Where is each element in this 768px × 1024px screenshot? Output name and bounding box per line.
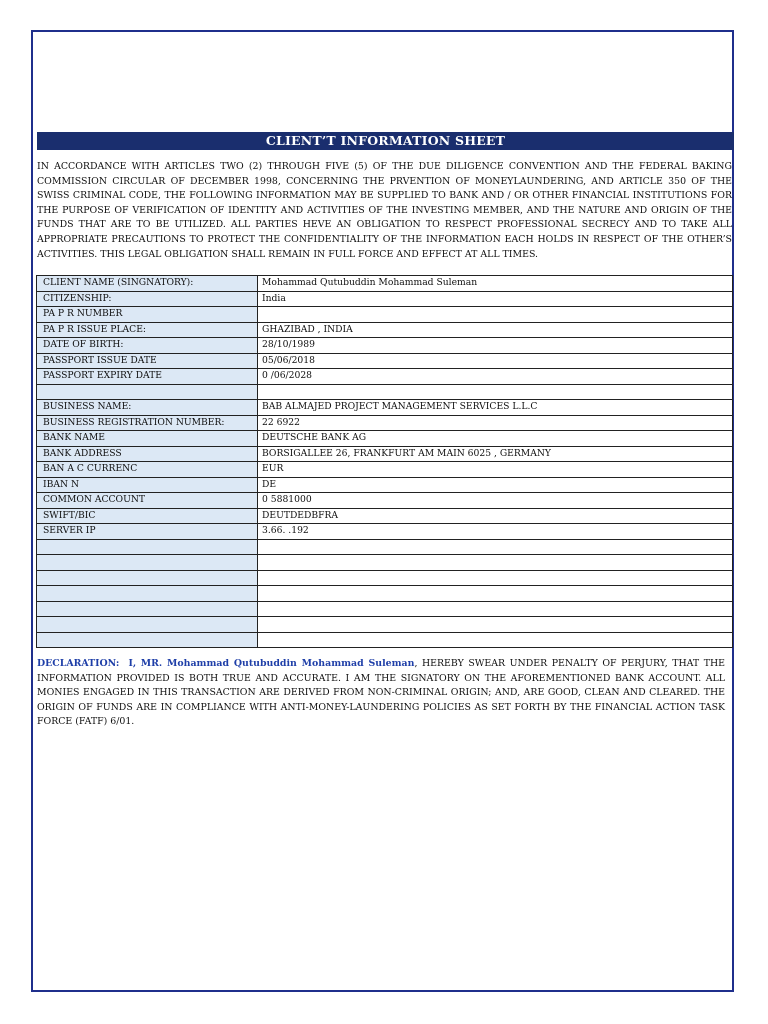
intro-paragraph: IN ACCORDANCE WITH ARTICLES TWO (2) THROUGH FIVE (5) OF THE DUE DILIGENCE CONVENTION AND THE FEDERAL BAKING COMMISSION CIRCULAR OF DECEMBER 1998, CONCERNING THE PRVENTION OF MONEYLAUNDERING, AND ARTICLE 350 OF THE SWISS CRIMINAL CODE, THE FOLLOWING INFORMATION MAY BE SUPPLIED TO BANK AND / OR OTHER FINANCIAL INSTITUTIONS FOR THE PURPOSE OF VERIFICATION OF IDENTITY AND ACTIVITIES OF THE INVESTING MEMBER, AND THE NATURE AND ORIGIN OF THE FUNDS THAT ARE TO BE UTILIZED. ALL PARTIES HEVE AN OBLIGATION TO RESPECT PROFESSIONAL SECRECY AND TO TAKE ALL APPROPRIATE PRECAUTIONS TO PROTECT THE CONFIDENTIALITY OF THE INFORMATION EACH HOLDS IN RESPECT OF THE OTHER’S ACTIVITIES. THIS LEGAL OBLIGATION SHALL REMAIN IN FULL FORCE AND EFFECT AT ALL TIMES. [37,161,732,260]
info-row [37,276,733,292]
field-label: DATE OF BIRTH: [37,338,258,354]
field-label: PA P R NUMBER [37,307,258,323]
field-label [37,586,258,602]
field-label: CLIENT NAME (SINGNATORY): [37,276,258,292]
info-row [37,400,733,416]
info-row [37,539,733,555]
field-label [37,617,258,633]
info-row [37,508,733,524]
info-row [37,617,733,633]
field-label [37,632,258,648]
declaration-body: , HEREBY SWEAR UNDER PENALTY OF PERJURY, THAT THE INFORMATION PROVIDED IS BOTH TRUE AND ACCURATE. I AM THE SIGNATORY ON THE AFOREMENTIONED BANK ACCOUNT. ALL MONIES ENGAGED IN THIS TRANSACTION ARE DERIVED FROM NON-CRIMINAL ORIGIN; AND, ARE GOOD, CLEAN AND CLEARED. THE ORIGIN OF FUNDS ARE IN COMPLIANCE WITH ANTI-MONEY-LAUNDERING POLICIES AS SET FORTH BY THE FINANCIAL ACTION TASK FORCE (FATF) 6/01. [37,658,725,728]
declaration-name: MR. Mohammad Qutubuddin Mohammad Suleman [140,658,415,669]
info-row [37,307,733,323]
info-row [37,384,733,400]
info-row [37,353,733,369]
info-row [37,322,733,338]
field-value: 22 6922 [258,415,733,431]
field-label: IBAN N [37,477,258,493]
sheet-title: CLIENT’T INFORMATION SHEET [37,132,734,150]
info-row [37,493,733,509]
field-value [258,539,733,555]
field-label [37,570,258,586]
info-row [37,446,733,462]
field-label: BUSINESS NAME: [37,400,258,416]
declaration-i: I, [128,658,137,669]
field-value [258,570,733,586]
field-value [258,632,733,648]
info-row [37,431,733,447]
field-value: DE [258,477,733,493]
field-label: BUSINESS REGISTRATION NUMBER: [37,415,258,431]
info-row [37,369,733,385]
info-row [37,415,733,431]
info-row [37,291,733,307]
declaration [37,657,725,730]
field-value: India [258,291,733,307]
field-value [258,555,733,571]
field-value: DEUTSCHE BANK AG [258,431,733,447]
field-label: BANK ADDRESS [37,446,258,462]
field-value [258,384,733,400]
field-value: BAB ALMAJED PROJECT MANAGEMENT SERVICES L.L.C [258,400,733,416]
info-row [37,570,733,586]
field-label: CITIZENSHIP: [37,291,258,307]
info-row [37,338,733,354]
field-value: 05/06/2018 [258,353,733,369]
field-label: PA P R ISSUE PLACE: [37,322,258,338]
declaration-prefix: DECLARATION: [37,658,120,669]
field-value [258,601,733,617]
field-label [37,555,258,571]
field-value: DEUTDEDBFRA [258,508,733,524]
field-value: 28/10/1989 [258,338,733,354]
info-row [37,524,733,540]
info-row [37,477,733,493]
field-value: 3.66. .192 [258,524,733,540]
field-label: PASSPORT ISSUE DATE [37,353,258,369]
field-value [258,307,733,323]
info-row [37,462,733,478]
field-label: BAN A C CURRENC [37,462,258,478]
field-label: SERVER IP [37,524,258,540]
info-row [37,601,733,617]
client-info-table [36,275,733,648]
field-value [258,617,733,633]
info-row [37,555,733,571]
field-value: BORSIGALLEE 26, FRANKFURT AM MAIN 6025 , GERMANY [258,446,733,462]
field-label: SWIFT/BIC [37,508,258,524]
info-row [37,632,733,648]
info-row [37,586,733,602]
field-label: COMMON ACCOUNT [37,493,258,509]
field-value: Mohammad Qutubuddin Mohammad Suleman [258,276,733,292]
field-label [37,384,258,400]
field-label [37,539,258,555]
field-value: 0 /06/2028 [258,369,733,385]
field-label: BANK NAME [37,431,258,447]
field-value: EUR [258,462,733,478]
field-value: 0 5881000 [258,493,733,509]
field-label [37,601,258,617]
field-label: PASSPORT EXPIRY DATE [37,369,258,385]
field-value: GHAZIBAD , INDIA [258,322,733,338]
field-value [258,586,733,602]
